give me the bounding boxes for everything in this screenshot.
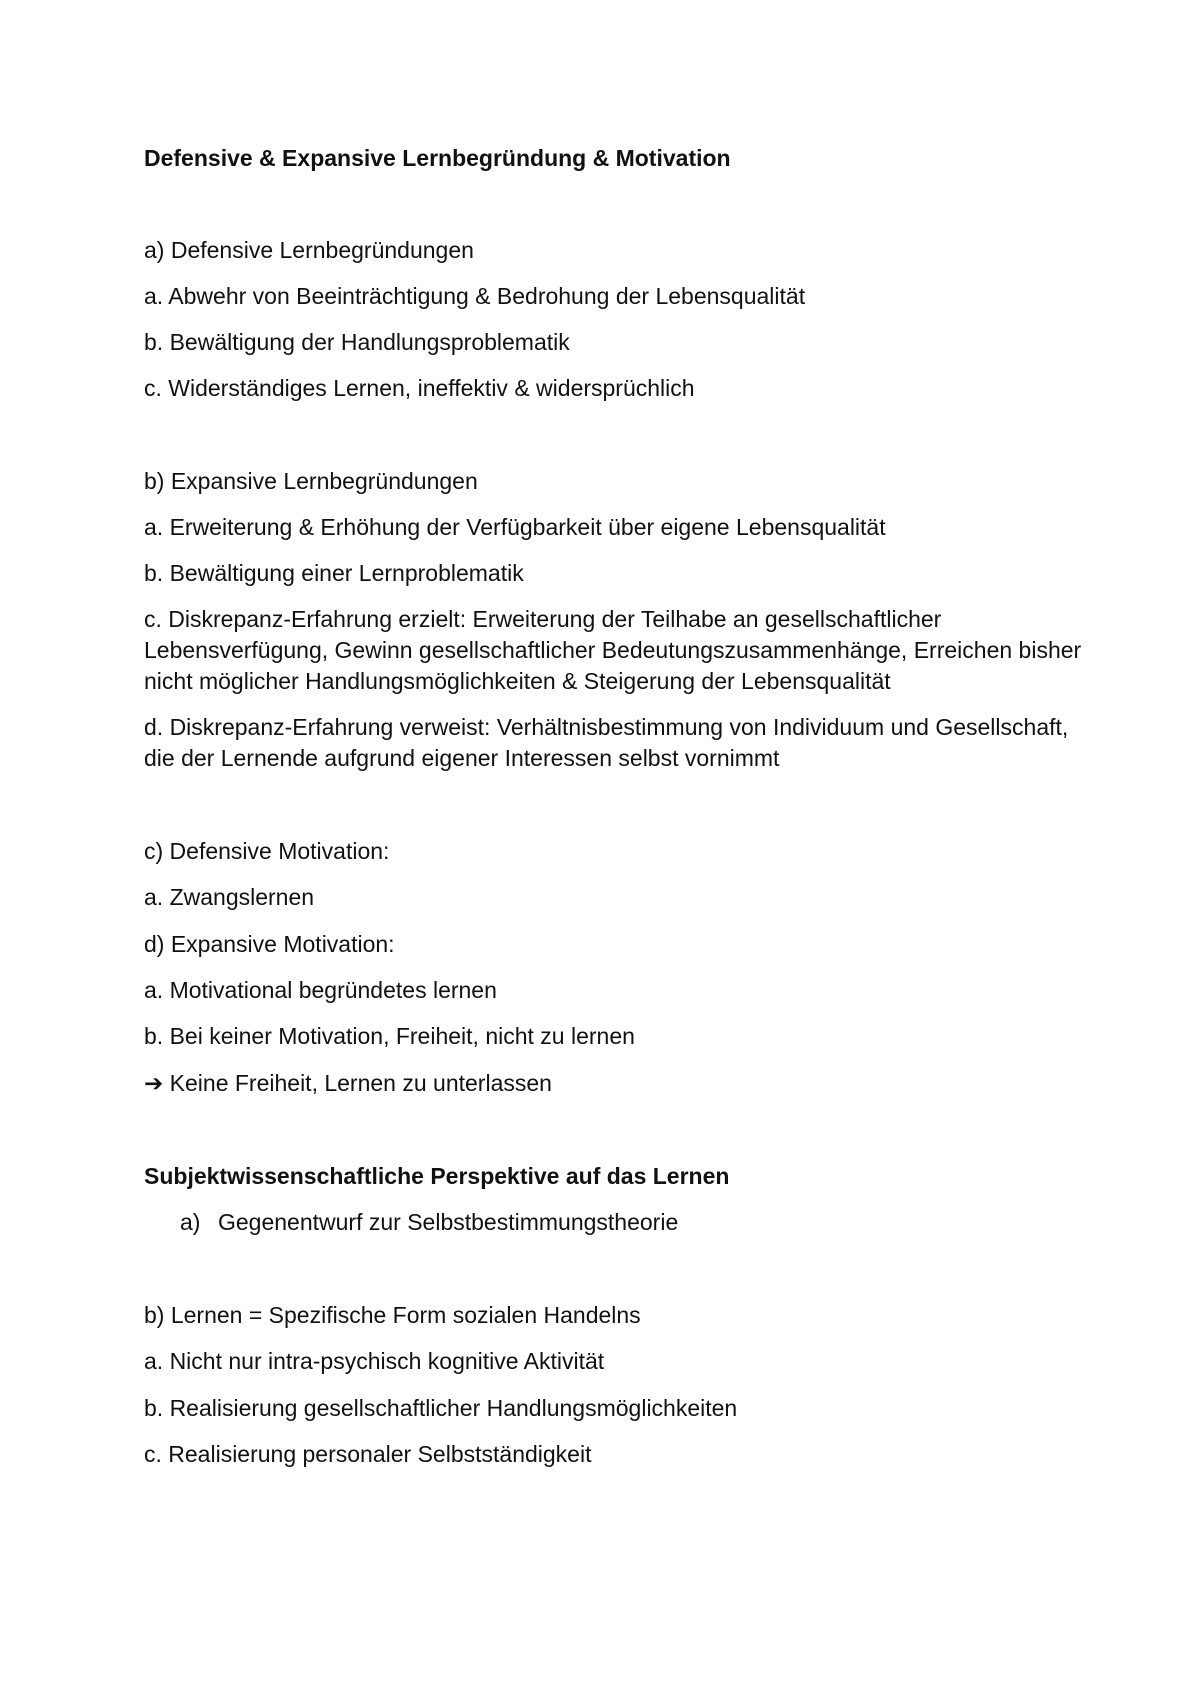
- section-title-subjektwissenschaft: Subjektwissenschaftliche Perspektive auf das Lernen: [144, 1163, 730, 1189]
- list-item: b. Bewältigung einer Lernproblematik: [144, 560, 524, 586]
- list-item: a. Erweiterung & Erhöhung der Verfügbarkeit über eigene Lebensqualität: [144, 514, 886, 540]
- list-item: a. Nicht nur intra-psychisch kognitive Aktivität: [144, 1348, 605, 1374]
- heading-lernen-definition: b) Lernen = Spezifische Form sozialen Handelns: [144, 1302, 641, 1328]
- list-item: c. Widerständiges Lernen, ineffektiv & widersprüchlich: [144, 375, 695, 401]
- heading-expansive-reasons: b) Expansive Lernbegründungen: [144, 468, 478, 494]
- heading-expansive-motivation: d) Expansive Motivation:: [144, 931, 395, 957]
- list-item: c. Diskrepanz-Erfahrung erzielt: Erweiterung der Teilhabe an gesellschaftlicher Lebensverfügung, Gewinn gesellschaftlicher Bedeutungszusammenhänge, Erreichen bisher nicht möglicher Handlungsmöglichkeiten & Steigerung der Lebensqualität: [144, 606, 1082, 694]
- list-item: c. Realisierung personaler Selbstständigkeit: [144, 1441, 592, 1467]
- list-item: d. Diskrepanz-Erfahrung verweist: Verhältnisbestimmung von Individuum und Gesellschaft, die der Lernende aufgrund eigener Interessen selbst vornimmt: [144, 714, 1069, 771]
- list-item: a. Motivational begründetes lernen: [144, 977, 497, 1003]
- heading-defensive-motivation: c) Defensive Motivation:: [144, 838, 390, 864]
- list-item: b. Bewältigung der Handlungsproblematik: [144, 329, 570, 355]
- list-marker: a): [180, 1209, 201, 1235]
- list-item-text: Gegenentwurf zur Selbstbestimmungstheorie: [218, 1209, 679, 1235]
- indented-list-item: [180, 1207, 678, 1238]
- heading-defensive-reasons: a) Defensive Lernbegründungen: [144, 237, 474, 263]
- list-item: b. Bei keiner Motivation, Freiheit, nicht zu lernen: [144, 1023, 635, 1049]
- conclusion-arrow-line: ➔ Keine Freiheit, Lernen zu unterlassen: [144, 1070, 552, 1096]
- list-item: b. Realisierung gesellschaftlicher Handlungsmöglichkeiten: [144, 1395, 738, 1421]
- list-item: a. Zwangslernen: [144, 884, 315, 910]
- list-item: a. Abwehr von Beeinträchtigung & Bedrohung der Lebensqualität: [144, 283, 806, 309]
- section-title-lernbegruendung: Defensive & Expansive Lernbegründung & Motivation: [144, 145, 731, 171]
